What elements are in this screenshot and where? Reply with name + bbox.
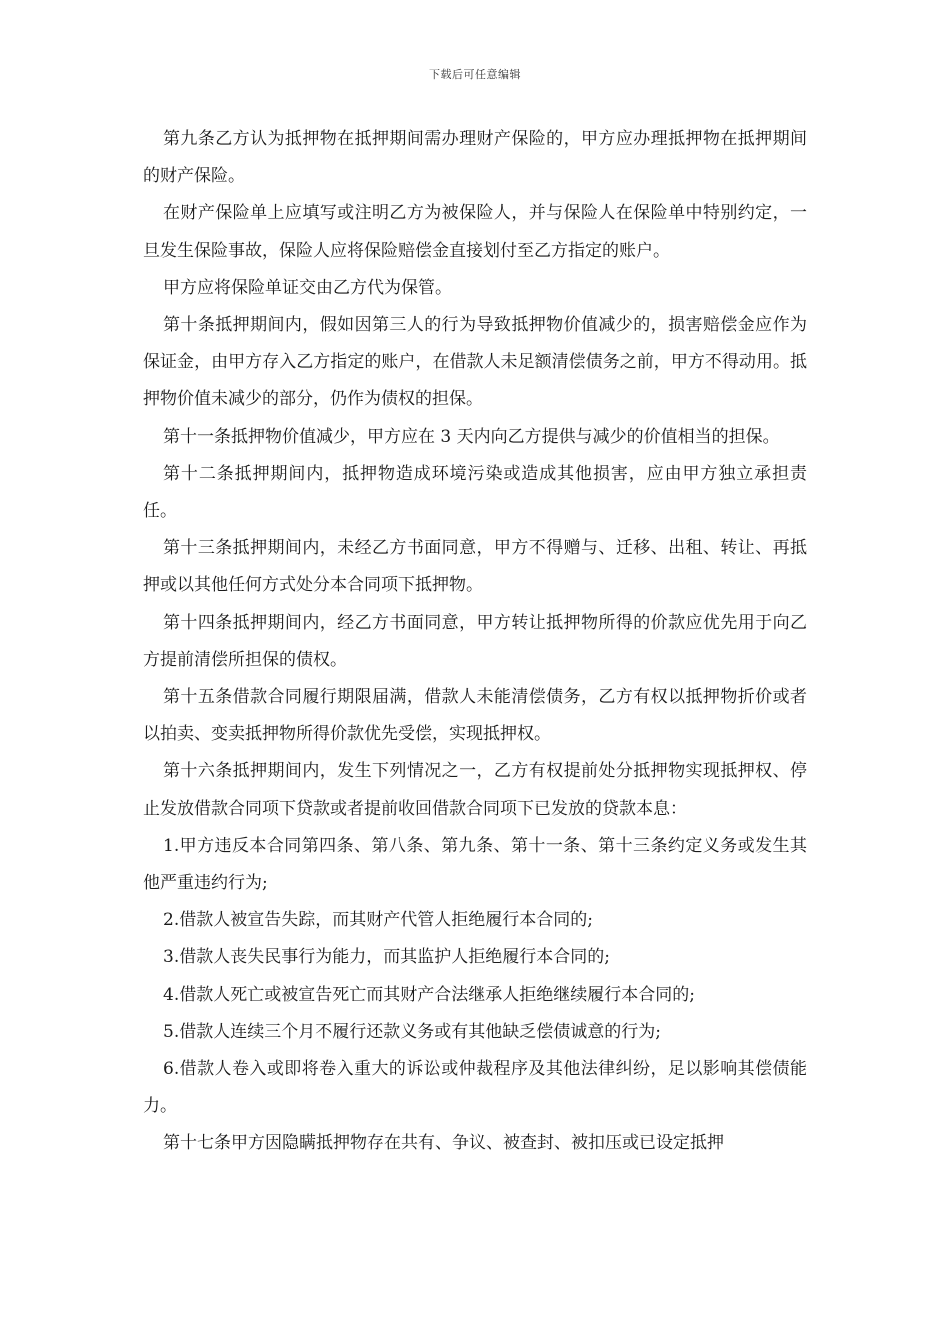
list-item-3: 3.借款人丧失民事行为能力，而其监护人拒绝履行本合同的; (163, 947, 610, 968)
paragraph-insurance-custody: 甲方应将保险单证交由乙方代为保管。 (163, 277, 452, 298)
paragraph-insurance-beneficiary: 在财产保险单上应填写或注明乙方为被保险人，并与保险人在保险单中特别约定，一旦发生保险事故，保险人应将保险赔偿金直接划付至乙方指定的账户。 (143, 203, 807, 261)
paragraph-article-17: 第十七条甲方因隐瞒抵押物存在共有、争议、被查封、被扣压或已设定抵押 (163, 1133, 724, 1154)
list-item-4: 4.借款人死亡或被宣告死亡而其财产合法继承人拒绝继续履行本合同的; (163, 984, 695, 1005)
paragraph-article-11: 第十一条抵押物价值减少，甲方应在 3 天内向乙方提供与减少的价值相当的担保。 (163, 426, 780, 447)
list-item-6: 6.借款人卷入或即将卷入重大的诉讼或仲裁程序及其他法律纠纷，足以影响其偿债能力。 (143, 1059, 807, 1117)
document-body (143, 121, 807, 1163)
paragraph-article-14: 第十四条抵押期间内，经乙方书面同意，甲方转让抵押物所得的价款应优先用于向乙方提前清偿所担保的债权。 (143, 612, 807, 670)
paragraph-article-13: 第十三条抵押期间内，未经乙方书面同意，甲方不得赠与、迁移、出租、转让、再抵押或以其他任何方式处分本合同项下抵押物。 (143, 538, 807, 596)
list-item-5: 5.借款人连续三个月不履行还款义务或有其他缺乏偿债诚意的行为; (163, 1021, 661, 1042)
paragraph-article-16: 第十六条抵押期间内，发生下列情况之一，乙方有权提前处分抵押物实现抵押权、停止发放借款合同项下贷款或者提前收回借款合同项下已发放的贷款本息： (143, 761, 807, 819)
paragraph-article-12: 第十二条抵押期间内，抵押物造成环境污染或造成其他损害，应由甲方独立承担责任。 (143, 463, 807, 522)
list-item-1: 1.甲方违反本合同第四条、第八条、第九条、第十一条、第十三条约定义务或发生其他严重违约行为; (143, 835, 807, 894)
page-header-note: 下载后可任意编辑 (429, 68, 521, 81)
paragraph-article-15: 第十五条借款合同履行期限届满，借款人未能清偿债务，乙方有权以抵押物折价或者以拍卖、变卖抵押物所得价款优先受偿，实现抵押权。 (143, 687, 807, 745)
paragraph-article-9: 第九条乙方认为抵押物在抵押期间需办理财产保险的，甲方应办理抵押物在抵押期间的财产保险。 (143, 129, 807, 187)
paragraph-article-10: 第十条抵押期间内，假如因第三人的行为导致抵押物价值减少的，损害赔偿金应作为保证金，由甲方存入乙方指定的账户，在借款人未足额清偿债务之前，甲方不得动用。抵押物价值未减少的部分，仍作为债权的担保。 (143, 315, 807, 410)
list-item-2: 2.借款人被宣告失踪，而其财产代管人拒绝履行本合同的; (163, 910, 593, 931)
